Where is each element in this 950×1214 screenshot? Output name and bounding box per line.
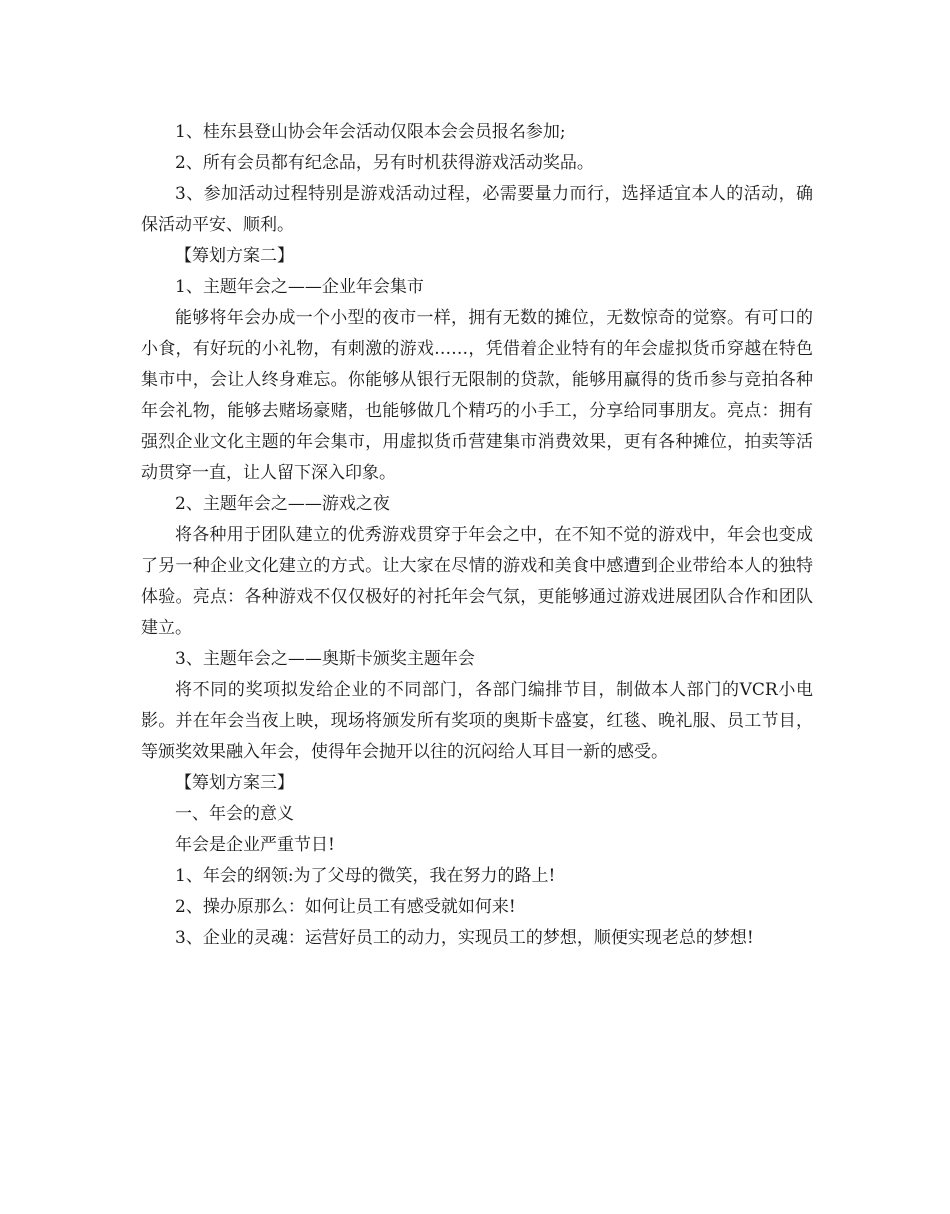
document-body <box>141 117 813 954</box>
section-heading-plan-three: 【筹划方案三】 <box>175 773 294 793</box>
paragraph-member-only: 1、桂东县登山协会年会活动仅限本会会员报名参加; <box>175 122 566 142</box>
subheading-game-night: 2、主题年会之——游戏之夜 <box>175 494 390 514</box>
subheading-oscar-theme: 3、主题年会之——奥斯卡颁奖主题年会 <box>175 649 475 669</box>
paragraph-principle: 2、操办原那么：如何让员工有感受就如何来! <box>175 897 516 917</box>
paragraph-oscar-description: 将不同的奖项拟发给企业的不同部门，各部门编排节目，制做本人部门的VCR小电影。并在年会当夜上映，现场将颁发所有奖项的奥斯卡盛宴，红毯、晚礼服、员工节目，等颁奖效果融入年会，使得年会抛开以往的沉闷给人耳目一新的感受。 <box>141 680 813 762</box>
paragraph-market-description: 能够将年会办成一个小型的夜市一样，拥有无数的摊位，无数惊奇的觉察。有可口的小食，有好玩的小礼物，有刺激的游戏……，凭借着企业特有的年会虚拟货币穿越在特色集市中，会让人终身难忘。你能够从银行无限制的贷款，能够用赢得的货币参与竞拍各种年会礼物，能够去赌场豪赌，也能够做几个精巧的小手工，分享给同事朋友。亮点：拥有强烈企业文化主题的年会集市，用虚拟货币营建集市消费效果，更有各种摊位，拍卖等活动贯穿一直，让人留下深入印象。 <box>141 308 813 483</box>
paragraph-souvenir: 2、所有会员都有纪念品，另有时机获得游戏活动奖品。 <box>175 153 594 173</box>
paragraph-game-night-description: 将各种用于团队建立的优秀游戏贯穿于年会之中，在不知不觉的游戏中，年会也变成了另一种企业文化建立的方式。让大家在尽情的游戏和美食中感遭到企业带给本人的独特体验。亮点：各种游戏不仅仅极好的衬托年会气氛，更能够通过游戏进展团队合作和团队建立。 <box>141 525 813 638</box>
section-heading-plan-two: 【筹划方案二】 <box>175 246 294 266</box>
paragraph-soul: 3、企业的灵魂：运营好员工的动力，实现员工的梦想，顺便实现老总的梦想! <box>175 928 754 948</box>
paragraph-guideline: 1、年会的纲领:为了父母的微笑，我在努力的路上! <box>175 866 556 886</box>
subheading-market-theme: 1、主题年会之——企业年会集市 <box>175 277 424 297</box>
paragraph-safety: 3、参加活动过程特别是游戏活动过程，必需要量力而行，选择适宜本人的活动，确保活动平安、顺利。 <box>141 184 813 235</box>
subheading-meaning: 一、年会的意义 <box>175 804 294 824</box>
paragraph-festival: 年会是企业严重节日! <box>175 835 335 855</box>
